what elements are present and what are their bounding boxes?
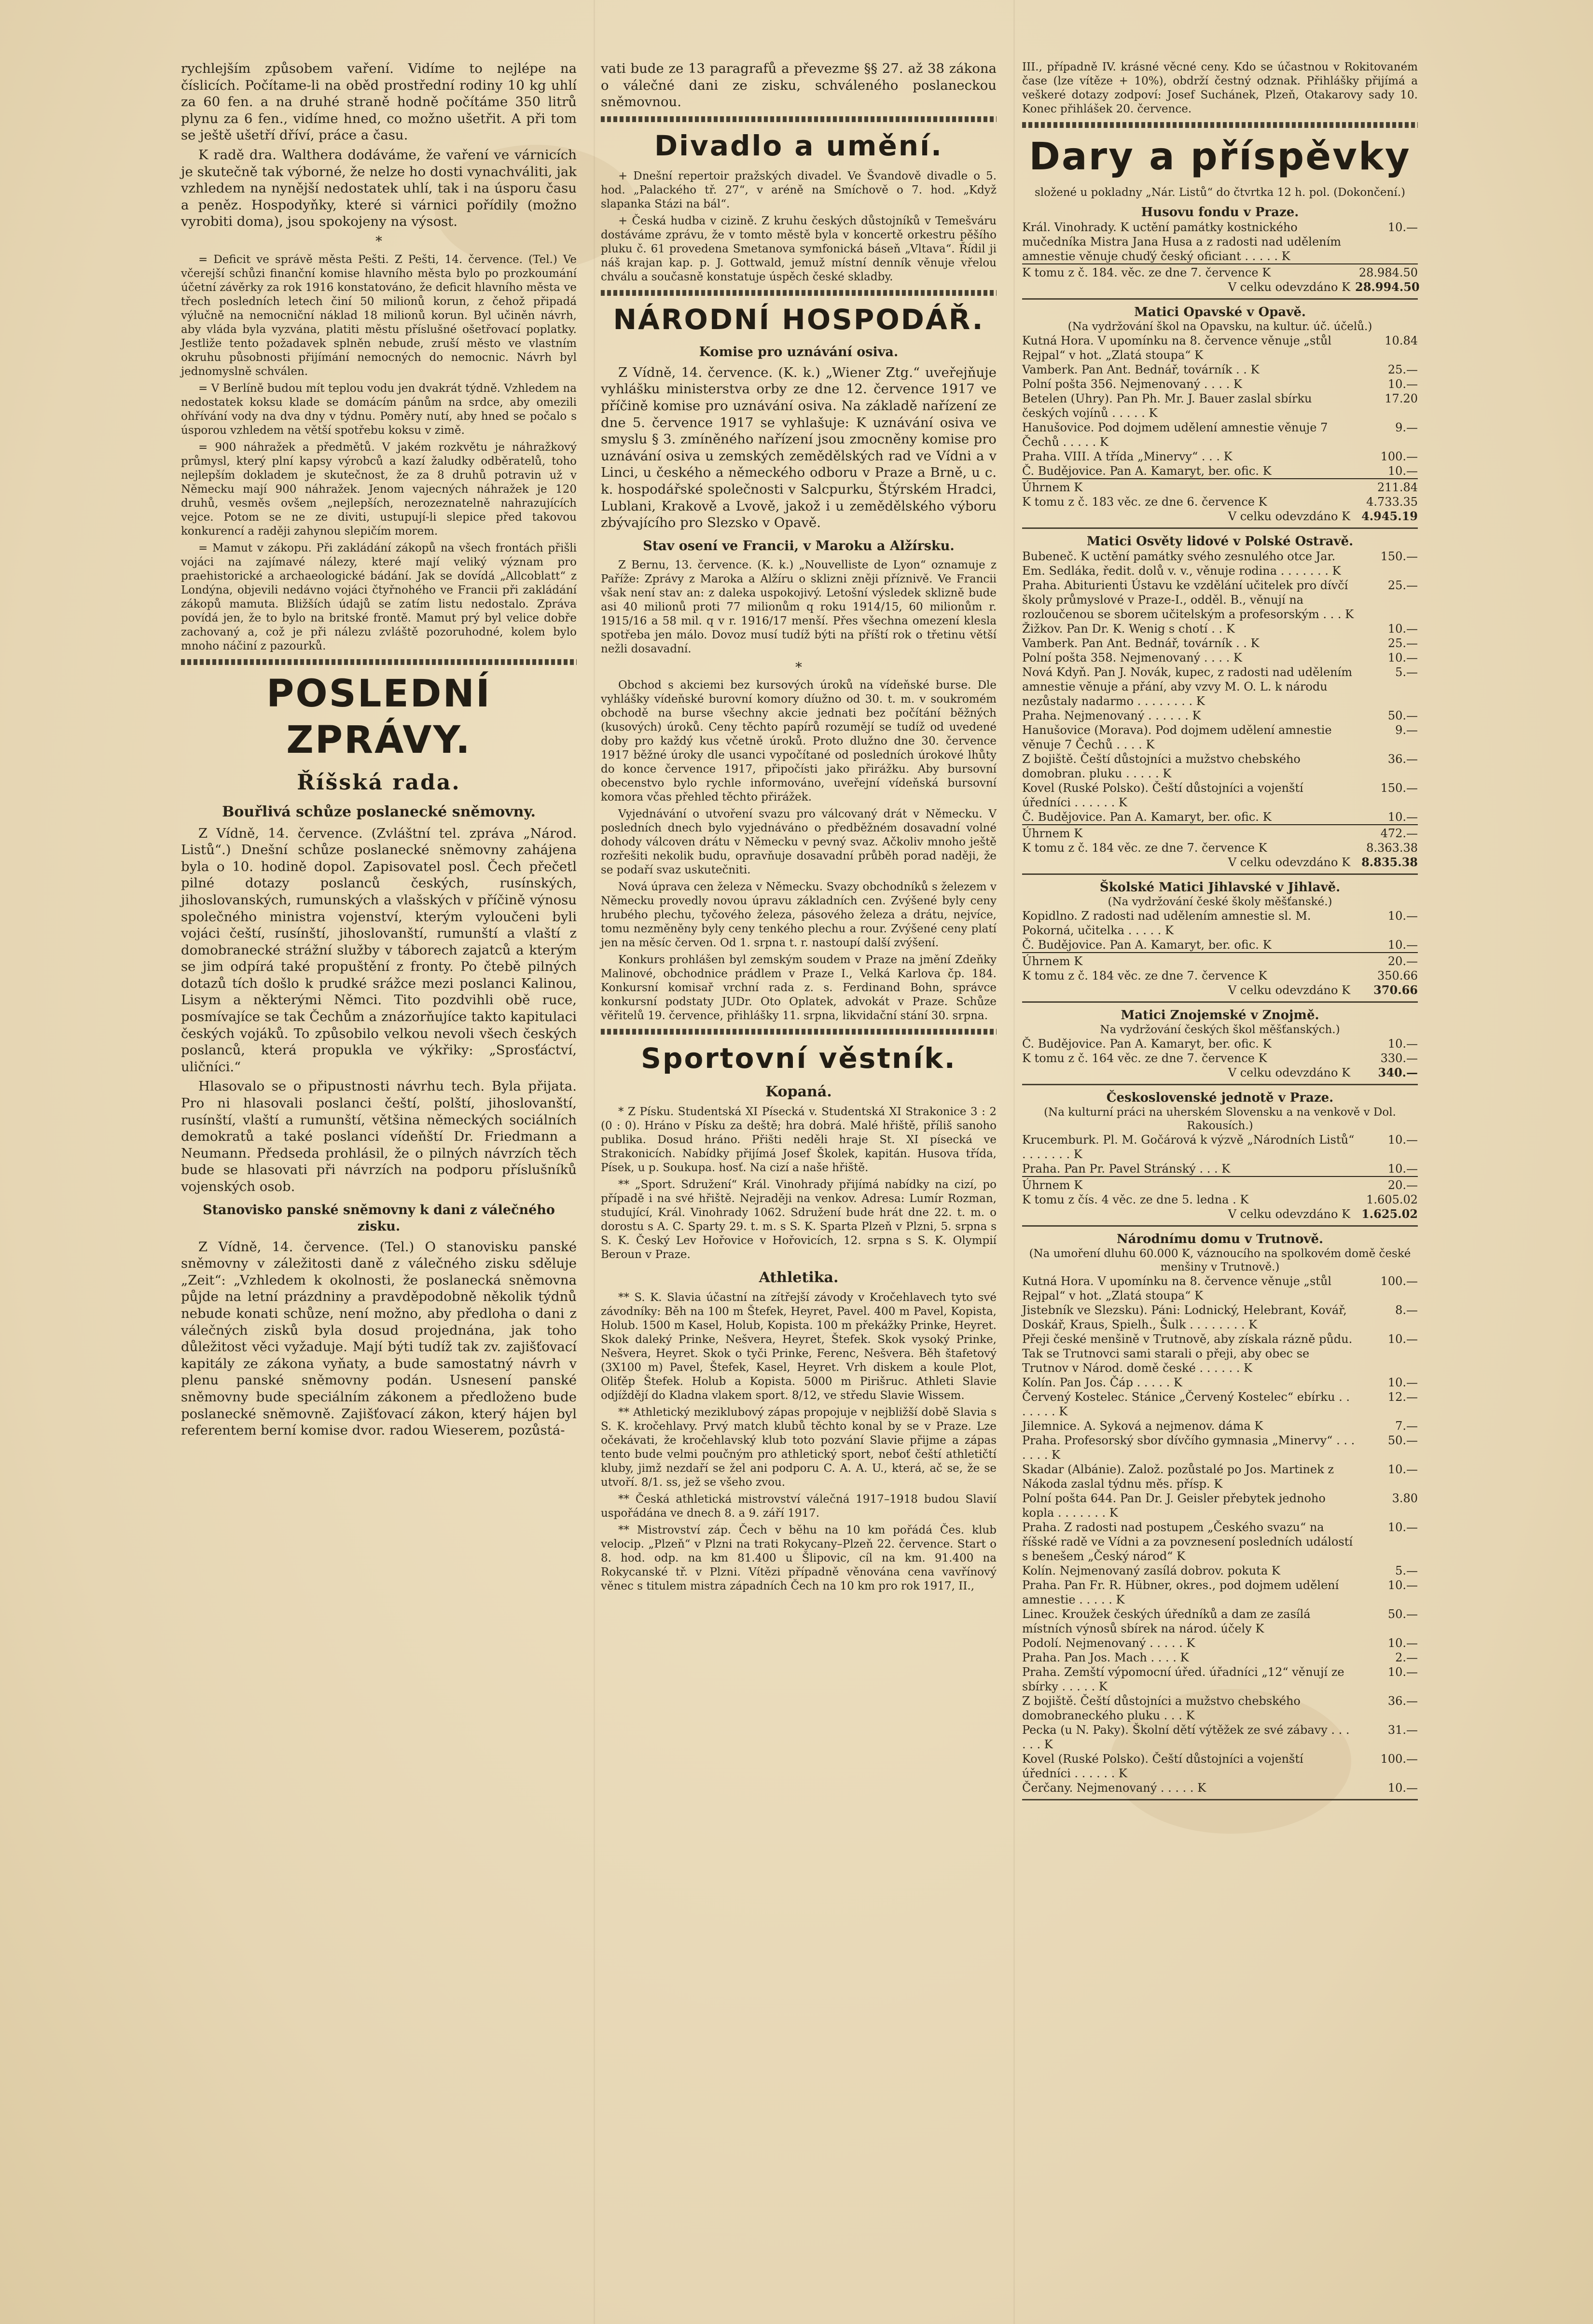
donation-text: Praha. Z radosti nad postupem „Českého svazu“ na říšské radě ve Vídni a za povznesení posledních událostí s benešem „Český národ“ K <box>1022 1521 1353 1563</box>
donation-row <box>1022 1650 1418 1665</box>
donation-section-title: Husovu fondu v Praze. <box>1141 205 1299 220</box>
donation-amount: 28.984.50 <box>1358 266 1418 279</box>
paper-crease <box>1013 0 1015 2324</box>
article-stanovisko: Z Vídně, 14. července. (Tel.) O stanovisku panské sněmovny v záležitosti daně z válečného zisku sděluje „Zeit“: „Vzhledem k okolnosti, že poslanecká sněmovna půjde na letní prázdniny a pravděpodobně několik týdnů nebude konati schůze, není možno, aby předloha o dani z válečných zisků byla dosud projednána, jak toho důležitost věci vyžaduje. Mají býti tudíž tak zv. zajišťovací kapitály ze zákona vyňaty, a bude samostatný návrh v plenu panské sněmovny podán. Usnesení panské sněmovny bude speciálním zákonem a předloženo bude poslanecké sněmovně. Zajišťovací zákon, který hájen byl referentem berní komise dvor. radou Wieserem, pozůstá- <box>181 1239 577 1439</box>
donation-text: K tomu z č. 184. věc. ze dne 7. července K <box>1022 266 1271 279</box>
donation-text: Vamberk. Pan Ant. Bednář, továrník . . K <box>1022 363 1260 376</box>
donation-row <box>1022 333 1418 362</box>
donation-section <box>1022 304 1418 529</box>
donation-total-row <box>1022 1207 1418 1221</box>
donation-amount: 10.— <box>1387 622 1418 636</box>
donation-row <box>1022 1491 1418 1520</box>
donation-section <box>1022 880 1418 1003</box>
donation-row <box>1022 1037 1418 1051</box>
donation-row <box>1022 1694 1418 1723</box>
donation-text: Č. Budějovice. Pan A. Kamaryt, ber. ofic. K <box>1022 1037 1272 1051</box>
donation-text: V celku odevzdáno K <box>1228 510 1350 523</box>
donation-text: Kolín. Nejmenovaný zasílá dobrov. pokuta K <box>1022 1564 1280 1577</box>
donation-amount: 1.625.02 <box>1361 1207 1418 1221</box>
donation-text: V celku odevzdáno K <box>1228 280 1350 294</box>
article-repertoir: + Dnešní repertoir pražských divadel. Ve Švandově divadle o 5. hod. „Palackého tř. 27“, v aréně na Smíchově o 7. hod. „Když slapanka Stázi na bál“. <box>601 169 997 210</box>
donation-amount: 31.— <box>1387 1723 1418 1737</box>
donation-row <box>1022 841 1418 855</box>
donation-row <box>1022 377 1418 391</box>
donation-section-title: Matici Opavské v Opavě. <box>1134 305 1306 319</box>
donation-amount: 350.66 <box>1377 969 1418 982</box>
section-rule <box>1022 298 1418 300</box>
donation-amount: 100.— <box>1380 1752 1418 1766</box>
donation-text: K tomu z č. 184 věc. ze dne 7. července K <box>1022 841 1267 855</box>
donation-amount: 25.— <box>1387 363 1418 376</box>
donation-row <box>1022 464 1418 478</box>
donation-text: Polní pošta 358. Nejmenovaný . . . . K <box>1022 651 1242 664</box>
donation-amount: 10.— <box>1387 909 1418 923</box>
donation-amount: 472.— <box>1380 827 1418 840</box>
section-rule <box>181 659 577 665</box>
article-vyjednavani: Vyjednávání o utvoření svazu pro válcovaný drát v Německu. V posledních dnech bylo vyjednáváno o předběžném dosavadní volné dohody válcoven drátu v Německu v pevný svaz. Ačkoliv mnoho ještě rozřešiti nekolik budu, opravňuje dosavadní průběh porad naději, že se podaří svaz uskutečniti. <box>601 808 997 877</box>
donation-amount: 10.— <box>1387 651 1418 664</box>
donation-amount: 28.994.50 <box>1355 280 1420 294</box>
donation-section-title: Národnímu domu v Trutnově. <box>1116 1232 1324 1246</box>
donation-row <box>1022 1176 1418 1192</box>
article-komise: Z Vídně, 14. července. (K. k.) „Wiener Ztg.“ uveřejňuje vyhlášku ministerstva orby ze dne 12. července 1917 ve příčině komise pro uznávání osiva. Na základě nařízení ze dne 5. července 1917 se vyhlašuje: K uznávání osiva ve smyslu § 3. zmíněného nařízení jsou zmocněny komise pro uznávání osiva u zemských zemědělských rad ve Vídni a v Linci, u českého a německého odboru v Praze a Brně, u c. k. hospodářské společnosti v Salcpurku, Štýrském Hradci, Lublani, Krakově a Lvově, jakož i u zemědělského výboru zbývajícího pro Slezsko v Opavě. <box>601 364 997 531</box>
donation-amount: 10.— <box>1387 1665 1418 1679</box>
donation-section-note: (Na umoření dluhu 60.000 K, váznoucího na spolkovém domě české menšiny v Trutnově.) <box>1029 1247 1411 1273</box>
donation-row <box>1022 1192 1418 1207</box>
donation-text: K tomu z č. 183 věc. ze dne 6. července K <box>1022 495 1267 509</box>
donation-amount: 10.— <box>1387 1636 1418 1650</box>
donation-row <box>1022 636 1418 650</box>
donation-text: Nová Kdyň. Pan J. Novák, kupec, z radosti nad udělením amnestie věnuje a přání, aby vzvy M. O. L. k národu nezůstaly nadarmo . . . . . . . . K <box>1022 665 1353 708</box>
section-rule <box>601 1029 997 1035</box>
column-2 <box>601 60 997 1596</box>
rubric-divadlo: Divadlo a umění. <box>654 129 943 162</box>
donation-text: Úhrnem K <box>1022 954 1083 968</box>
donation-row <box>1022 665 1418 708</box>
donation-amount: 50.— <box>1387 1607 1418 1621</box>
donation-row <box>1022 549 1418 578</box>
donation-row <box>1022 968 1418 983</box>
donation-text: Kolín. Pan Jos. Čáp . . . . . K <box>1022 1376 1182 1389</box>
donation-text: Praha. Nejmenovaný . . . . . . K <box>1022 709 1201 722</box>
article-pest-deficit: = Deficit ve správě města Pešti. Z Pešti, 14. července. (Tel.) Ve včerejší schůzi finanční komise hlavního města bylo po prozkoumání účetní závěrky za rok 1916 konstatováno, že deficit hlavního města ve třech posledních letech činí 50 milionů korun, z čehož připadá výlučně na nemocniční náklad 18 milionů korun. Byl učiněn návrh, aby vláda byla vyzvána, platiti městu příslušné ošetřovací poplatky. Jestliže tento požadavek splněn nebude, zruší město ve vlastním okruhu působnosti přijímání nemocných do nemocnic. Návrh byl jednomyslně schválen. <box>181 253 577 378</box>
donation-row <box>1022 495 1418 509</box>
donation-text: Praha. Pan Jos. Mach . . . . K <box>1022 1651 1189 1664</box>
donation-amount: 370.66 <box>1373 983 1418 997</box>
donation-text: Kopidlno. Z radosti nad udělením amnestie sl. M. Pokorná, učitelka . . . . . K <box>1022 909 1311 937</box>
donation-text: Úhrnem K <box>1022 1178 1083 1192</box>
donation-text: Žižkov. Pan Dr. K. Wenig s chotí . . K <box>1022 622 1235 636</box>
donation-sections <box>1022 205 1418 1800</box>
donation-text: Jilemnice. A. Syková a nejmenov. dáma K <box>1022 1419 1263 1433</box>
donation-row <box>1022 220 1418 263</box>
donation-amount: 10.— <box>1387 1781 1418 1795</box>
article-mistrovstvi: ** Česká athletická mistrovství válečná 1917–1918 budou Slavií uspořádána ve dnech 8. a 9. září 1917. <box>601 1493 997 1520</box>
donation-row <box>1022 1462 1418 1491</box>
donation-row <box>1022 752 1418 781</box>
donation-row <box>1022 1563 1418 1578</box>
donation-text: Praha. Zemští výpomocní úřed. úřadníci „12“ věnují ze sbírky . . . . . K <box>1022 1665 1344 1693</box>
donation-text: Z bojiště. Čeští důstojníci a mužstvo chebského domobran. pluku . . . . . K <box>1022 752 1301 780</box>
donation-text: Bubeneč. K uctění památky svého zesnulého otce Jar. Em. Sedláka, ředit. dolů v. v., věnuje rodina . . . . . . . K <box>1022 550 1341 578</box>
donation-row <box>1022 824 1418 841</box>
donation-section-title: Školské Matici Jihlavské v Jihlavě. <box>1099 880 1341 895</box>
article-900-substitutes: = 900 náhražek a předmětů. V jakém rozkvětu je náhražkový průmysl, který plní kapsy výrobců a kazí žaludky odběratelů, toho nejlepším dokladem je skutečnost, že za 8 druhů potravin už v Německu mají 900 náhražek. Jenom vajecných náhražek je 120 druhů, vesměs ovšem „nejlepších, nerozeznatelně nahrazujících vejce. Potom se ne ze diviti, ustupují-li slepice před takovou konkurencí a raději zahynou slepičím morem. <box>181 441 577 538</box>
donation-row <box>1022 810 1418 824</box>
donation-row <box>1022 1578 1418 1607</box>
article-cont: III., případně IV. krásné věcné ceny. Kdo se účastnou v Rokitovaném čase (lze vítěze + 10%), obdrží čestný odznak. Přihlášky přijímá a veškeré dotazy zodpoví: Josef Suchánek, Plzeň, Otakarovy sady 10. Konec přihlášek 20. července. <box>1022 61 1418 115</box>
donation-text: Polní pošta 356. Nejmenovaný . . . . K <box>1022 377 1242 391</box>
donation-text: Král. Vinohrady. K uctění památky kostnického mučedníka Mistra Jana Husa a z radosti nad udělením amnestie věnuje chuďý český oficiant . . . . . K <box>1022 221 1342 263</box>
donation-amount: 4.733.35 <box>1366 495 1418 509</box>
donation-text: Č. Budějovice. Pan A. Kamaryt, ber. ofic. K <box>1022 938 1272 952</box>
donation-text: V celku odevzdáno K <box>1228 1207 1350 1221</box>
donation-text: Úhrnem K <box>1022 827 1083 840</box>
article-intro-cont: rychlejším způsobem vaření. Vidíme to nejlépe na číslicích. Počítame-li na oběd prostřední rodiny 10 kg uhlí za 60 fen. a na druhé straně hodně počítáme 350 litrů plynu za 6 fen., vidíme hned, co možno ušetřit. A při tom se ještě ušetří dříví, práce a času. <box>181 61 577 143</box>
donation-amount: 8.835.38 <box>1361 855 1418 869</box>
donation-amount: 20.— <box>1387 954 1418 968</box>
donation-text: K tomu z č. 184 věc. ze dne 7. července K <box>1022 969 1267 982</box>
donation-text: Kovel (Ruské Polsko). Čeští důstojníci a vojenští úředníci . . . . . . K <box>1022 1752 1303 1780</box>
donation-text: Podolí. Nejmenovaný . . . . . K <box>1022 1636 1195 1650</box>
article-uprava-cen: Nová úprava cen železa v Německu. Svazy obchodníků s železem v Německu provedly novou úpravu základních cen. Zvýšené byly ceny hrubého plechu, tyčového železa, pásového železa a drátu, nejvíce, tomu nezměněny byly ceny tenkého plechu a rour. Zvýšené ceny platí jen na měsíc červen. Od 1. srpna t. r. nastoupí další zvýšení. <box>601 881 997 950</box>
donation-row <box>1022 1274 1418 1303</box>
donation-amount: 25.— <box>1387 636 1418 650</box>
section-rule <box>601 290 997 296</box>
donation-text: Praha. Abiturienti Ústavu ke vzdělání učitelek pro dívčí školy průmyslové v Praze-I., odděl. B., věnují na rozloučenou se sborem učitelským a profesorským . . . K <box>1022 579 1354 621</box>
donation-amount: 10.— <box>1387 1463 1418 1476</box>
donation-amount: 10.— <box>1387 1376 1418 1389</box>
section-rule <box>1022 122 1418 128</box>
donation-row <box>1022 1375 1418 1390</box>
donation-amount: 36.— <box>1387 752 1418 766</box>
article-obchod-akcie: Obchod s akciemi bez kursových úroků na vídeňské burse. Dle vyhlášky vídeňské burovní komory díužno od 30. t. m. v soukromém obchodě na burse všechny akcie jednati bez počítání běžných (kusových) úroků. Ceny těchto papírů rozumějí se tudíž od uvedené doby pro každý kus včetně úroků. Proto dlužno dne 30. července 1917 běžné úroky dle usanci vypočítané od posledních úrokové lhůty do konce července 1917, připočísti jako přirážku. Aby bursovní obecenstvo bylo rychle informováno, uveřejní vídeňská bursovní komora včas přehled těchto přirážek. <box>601 679 997 804</box>
donation-text: V celku odevzdáno K <box>1228 1066 1350 1079</box>
donation-row <box>1022 1162 1418 1176</box>
donation-section <box>1022 534 1418 875</box>
rubric-posledni-zpravy: POSLEDNÍ ZPRÁVY. <box>266 672 491 762</box>
donation-amount: 10.— <box>1387 1332 1418 1346</box>
donation-amount: 10.— <box>1387 1133 1418 1147</box>
donation-amount: 100.— <box>1380 450 1418 463</box>
donation-text: Kovel (Ruské Polsko). Čeští důstojníci a vojenští úředníci . . . . . . K <box>1022 781 1303 809</box>
donation-amount: 5.— <box>1395 1564 1418 1577</box>
section-rule <box>601 116 997 122</box>
donation-row <box>1022 708 1418 723</box>
donation-text: Č. Budějovice. Pan A. Kamaryt, ber. ofic. K <box>1022 464 1272 478</box>
rubric-dary-prispevky: Dary a příspěvky <box>1029 135 1411 179</box>
donation-row <box>1022 362 1418 377</box>
headline-kopana: Kopaná. <box>765 1083 832 1101</box>
donation-text: Kutná Hora. V upomínku na 8. července věnuje „stůl Rejpal“ v hot. „Zlatá stoupa“ K <box>1022 334 1332 362</box>
donation-amount: 330.— <box>1380 1051 1418 1065</box>
donation-row <box>1022 938 1418 952</box>
donation-amount: 50.— <box>1387 709 1418 722</box>
donation-row <box>1022 1520 1418 1563</box>
donation-row <box>1022 263 1418 280</box>
separator-star: * <box>375 233 382 249</box>
article-stav-oseni: Z Bernu, 13. července. (K. k.) „Nouvelliste de Lyon“ oznamuje z Paříže: Zprávy z Maroka a Alžíru o sklizni zněji příznivě. Ve Francii však není stav an: z daleka uspokojivý. Letošní výsledek sklizně bude asi 40 milionů proti 77 milionům q roku 1914/15, 60 milionům r. 1915/16 a 58 mil. q v r. 1916/17 menší. Přes všechna omezení klesla spotřeba jen málo. Dovoz musí tudíž býti na příští rok o třetinu větší nežli dosavadní. <box>601 558 997 655</box>
donation-row <box>1022 650 1418 665</box>
headline-komise: Komise pro uznávání osiva. <box>699 344 899 360</box>
donation-section <box>1022 205 1418 300</box>
donation-text: Hanušovice. Pod dojmem udělení amnestie věnuje 7 Čechů . . . . . K <box>1022 421 1328 449</box>
donation-section <box>1022 1231 1418 1800</box>
donation-row <box>1022 1051 1418 1065</box>
donation-amount: 5.— <box>1395 665 1418 679</box>
donation-amount: 20.— <box>1387 1178 1418 1192</box>
donation-row <box>1022 1781 1418 1795</box>
donation-row <box>1022 1133 1418 1162</box>
headline-stanovisko: Stanovisko panské sněmovny k dani z válečného zisku. <box>203 1202 555 1234</box>
donation-total-row <box>1022 855 1418 870</box>
donation-row <box>1022 723 1418 752</box>
article-berlin-water: = V Berlíně budou mít teplou vodu jen dvakrát týdně. Vzhledem na nedostatek koksu klade se domácím pánům na srdce, aby omezili ohřívání vody na dva dny v týdnu. Poměry nutí, aby hned se počalo s úsporou vzhledem na větší spotřebu koksu v zimě. <box>181 382 577 437</box>
donation-row <box>1022 781 1418 810</box>
donation-section-note: Na vydržování českých škol měšťanských.) <box>1100 1024 1340 1036</box>
donation-amount: 1.605.02 <box>1366 1193 1418 1206</box>
section-rule <box>1022 1084 1418 1085</box>
donation-text: Č. Budějovice. Pan A. Kamaryt, ber. ofic. K <box>1022 810 1272 824</box>
donation-amount: 150.— <box>1380 550 1418 563</box>
donation-amount: 8.— <box>1395 1303 1418 1317</box>
donation-row <box>1022 1390 1418 1419</box>
donation-text: Betelen (Uhry). Pan Ph. Mr. J. Bauer zaslal sbírku českých vojínů . . . . . K <box>1022 392 1312 420</box>
donation-row <box>1022 391 1418 420</box>
rubric-narodni-hospodar: NÁRODNÍ HOSPODÁŘ. <box>613 303 984 336</box>
donation-amount: 10.— <box>1387 377 1418 391</box>
article-ceska-hudba: + Česká hudba v cizině. Z kruhu českých důstojníků v Temešváru dostáváme zprávu, že v tomto městě byla v koncertě orkestru pěšího pluku č. 61 provedena Smetanova symfonická báseň „Vltava“. Řídil ji náš krajan kap. p. J. Gottwald, jemuž místní denník věnuje vřelou chválu a současně konstatuje úspěch české skladby. <box>601 214 997 283</box>
donation-text: Polní pošta 644. Pan Dr. J. Geisler přebytek jednoho kopla . . . . . . . K <box>1022 1492 1326 1520</box>
separator-star: * <box>795 659 802 675</box>
donation-amount: 150.— <box>1380 781 1418 795</box>
section-rule <box>1022 1001 1418 1003</box>
donation-amount: 10.— <box>1387 1162 1418 1176</box>
donation-text: Vamberk. Pan Ant. Bednář, továrník . . K <box>1022 636 1260 650</box>
donation-total-row <box>1022 509 1418 524</box>
article-pisek: * Z Písku. Studentská XI Písecká v. Studentská XI Strakonice 3 : 2 (0 : 0). Hráno v Písku za deště; hra dobrá. Malé hřiště, příliš sanoho publika. Dosud hráno. Přišti neděli hraje St. XI písecká ve Strakonicích. Nabídky přijímá Josef Školek, kapitán. Husova třída, Písek, u p. Soukupa. hosť. Na cizí a naše hřiště. <box>601 1106 997 1175</box>
donation-text: Úhrnem K <box>1022 481 1083 494</box>
donation-row <box>1022 1636 1418 1650</box>
donation-amount: 50.— <box>1387 1434 1418 1447</box>
donation-text: V celku odevzdáno K <box>1228 856 1350 869</box>
donation-total-row <box>1022 280 1418 294</box>
donation-section-title: Matici Znojemské v Znojmě. <box>1121 1008 1319 1023</box>
donation-amount: 9.— <box>1395 723 1418 737</box>
rubric-sportovni-vestnik: Sportovní věstník. <box>641 1042 956 1075</box>
paper-crease <box>594 0 595 2324</box>
donation-text: Praha. Pan Fr. R. Hübner, okres., pod dojmem udělení amnestie . . . . . K <box>1022 1578 1339 1606</box>
donation-row <box>1022 952 1418 968</box>
donation-row <box>1022 622 1418 636</box>
donation-amount: 25.— <box>1387 579 1418 592</box>
donation-amount: 10.— <box>1387 810 1418 824</box>
donation-section-title: Československé jednotě v Praze. <box>1106 1091 1334 1105</box>
donation-amount: 9.— <box>1395 421 1418 434</box>
donation-text: K tomu z č. 164 věc. ze dne 7. července K <box>1022 1051 1267 1065</box>
donation-amount: 36.— <box>1387 1694 1418 1708</box>
donation-amount: 12.— <box>1387 1390 1418 1404</box>
donation-amount: 10.— <box>1387 221 1418 234</box>
donation-text: Jistebník ve Slezsku). Páni: Lodnický, Helebrant, Kovář, Doskář, Kraus, Spielh., Šulk . . . . . . . . K <box>1022 1303 1347 1331</box>
rubric-risska-rada: Říšská rada. <box>297 770 461 795</box>
article-mammoth: = Mamut v zákopu. Při zakládání zákopů na všech frontách přišli vojáci na zajímavé nálezy, které mají veliký význam pro praehistorické a archaeologické bádání. Jak se dovídá „Allcoblatt“ z Londýna, objevili nedávno vojáci čtyřnohého ve Francii při zakládání zákopů mamuta. Bližších údajů se zatím listu nedostalo. Zpráva povídá jen, že to bylo na britské frontě. Mamut prý byl velice dobře zachovaný a, což je při nálezu zvláště pozoruhodné, kolem bylo mnoho náčiní z pazourků. <box>181 541 577 652</box>
article-sdruzeni: ** „Sport. Sdružení“ Král. Vinohrady přijímá nabídky na cizí, po případě i na své hřiště. Nejraději na venkov. Adresa: Lumír Rozman, studující, Král. Vinohrady 1062. Sdružení bude hrát dne 22. t. m. o dorostu s A. C. Sparty 29. t. m. s S. K. Sparta Plzeň v Plzni, 5. srpna s S. K. Český Lev Hořovice v Hořovicích, 12. srpna s S. K. Olympií Beroun v Praze. <box>601 1178 997 1261</box>
donation-row <box>1022 1752 1418 1781</box>
article-cont: vati bude ze 13 paragrafů a převezme §§ 27. až 38 zákona o válečné dani ze zisku, schváleného poslaneckou sněmovnou. <box>601 61 997 110</box>
donation-row <box>1022 420 1418 449</box>
article-walther: K radě dra. Walthera dodáváme, že vaření ve várnicích je skutečně tak výborné, že nelze ho dosti vynachváliti, jak vzhledem na nynější nedostatek uhlí, tak i na úsporu času a peněz. Hospodyňky, které si várnici pořídily (možno vyrobiti doma), jsou spokojeny na výsost. <box>181 147 577 230</box>
donation-row <box>1022 578 1418 622</box>
donation-row <box>1022 1665 1418 1694</box>
article-parliament-2: Hlasovalo se o připustnosti návrhu tech. Byla přijata. Pro ni hlasovali poslanci čeští, polští, jihoslovanští, rusínští, vlaští a rumunští, většina německých sociálních demokratů a také poslanci vídeňští Dr. Friedmann a Neumann. Předseda prohlásil, že o pilných návrzích těch bude se hlasovati při návrzích na podporu příslušníků vojenských osob. <box>181 1079 577 1194</box>
article-plzen: ** Mistrovství záp. Čech v běhu na 10 km pořádá Čes. klub velocip. „Plzeň“ v Plzni na trati Rokycany–Plzeň 22. července. Start o 8. hod. odp. na km 81.400 u Šlipovic, cíl na km. 91.400 na Rokycanské tř. v Plzni. Vítězi případně věnována cena vavřínový věnec s titulem mistra západních Čech na 10 km pro rok 1917, II., <box>601 1524 997 1593</box>
section-rule <box>1022 527 1418 529</box>
headline-stav-oseni: Stav osení ve Francii, v Maroku a Alžírsku. <box>643 538 955 553</box>
donation-row <box>1022 449 1418 464</box>
donation-text: Z bojiště. Čeští důstojníci a mužstvo chebského domobraneckého pluku . . . K <box>1022 1694 1301 1722</box>
donation-amount: 10.— <box>1387 1521 1418 1534</box>
donation-amount: 3.80 <box>1392 1492 1418 1505</box>
donation-text: Linec. Kroužek českých úředníků a dam ze zasílá místních výnosů sbírek na národ. účely K <box>1022 1607 1311 1635</box>
donation-text: Krucemburk. Pl. M. Gočárová k výzvě „Národních Listů“ . . . . . . . K <box>1022 1133 1355 1161</box>
donation-amount: 7.— <box>1395 1419 1418 1433</box>
donation-amount: 10.— <box>1387 1037 1418 1051</box>
donation-row <box>1022 1607 1418 1636</box>
section-rule <box>1022 873 1418 875</box>
donation-amount: 17.20 <box>1385 392 1418 405</box>
donation-text: Kutná Hora. V upomínku na 8. července věnuje „stůl Rejpal“ v hot. „Zlatá stoupa“ K <box>1022 1274 1332 1302</box>
donation-row <box>1022 1419 1418 1433</box>
donation-section-note: (Na kulturní práci na uherském Slovensku a na venkově v Dol. Rakousích.) <box>1044 1106 1396 1132</box>
donation-text: V celku odevzdáno K <box>1228 983 1350 997</box>
donation-row <box>1022 1723 1418 1752</box>
donation-text: Hanušovice (Morava). Pod dojmem udělení amnestie věnuje 7 Čechů . . . . K <box>1022 723 1332 751</box>
donation-amount: 100.— <box>1380 1274 1418 1288</box>
donation-text: Pecka (u N. Paky). Školní dětí výtěžek ze své zábavy . . . . . . K <box>1022 1723 1350 1751</box>
donation-text: Červený Kostelec. Stánice „Červený Kostelec“ ebírku . . . . . . . K <box>1022 1390 1350 1418</box>
donation-section <box>1022 1090 1418 1227</box>
donations-intro: složené u pokladny „Nár. Listů“ do čtvrtka 12 h. pol. (Dokončení.) <box>1035 186 1405 199</box>
donation-text: Čerčany. Nejmenovaný . . . . . K <box>1022 1781 1206 1795</box>
donation-amount: 4.945.19 <box>1361 509 1418 523</box>
donation-amount: 10.— <box>1387 1578 1418 1592</box>
donation-amount: 10.— <box>1387 464 1418 478</box>
headline-bourliva-schuze: Bouřlivá schůze poslanecké sněmovny. <box>222 803 536 820</box>
donation-amount: 10.84 <box>1385 334 1418 347</box>
donation-row <box>1022 1332 1418 1375</box>
article-konkurs: Konkurs prohlášen byl zemským soudem v Praze na jmění Zdeňky Malinové, obchodnice prádlem v Praze I., Velká Karlova čp. 184. Konkursní komisař vrchní rada z. s. Ferdinand Bohn, správce konkursní podstaty JUDr. Oto Oplatek, advokát v Praze. Schůze věřitelů 19. července, přihlášky 11. srpna, likvidační stání 30. srpna. <box>601 954 997 1023</box>
donation-amount: 2.— <box>1395 1651 1418 1664</box>
donation-section-title: Matici Osvěty lidové v Polské Ostravě. <box>1086 534 1354 549</box>
donation-row <box>1022 478 1418 495</box>
donation-text: Praha. Pan Pr. Pavel Stránský . . . K <box>1022 1162 1231 1176</box>
donation-section-note: (Na vydržování české školy měšťanské.) <box>1108 896 1332 908</box>
donation-text: Přeji české menšině v Trutnově, aby získala rázně půdu. Tak se Trutnovci sami starali o přeji, aby obec se Trutnov v Národ. domě české . . . . . . K <box>1022 1332 1353 1375</box>
donation-amount: 340.— <box>1378 1065 1418 1079</box>
section-rule <box>1022 1225 1418 1227</box>
donation-text: Skadar (Albánie). Založ. pozůstalé po Jos. Martinek z Nákoda zaslal týdnu měs. přísp. K <box>1022 1463 1334 1491</box>
donation-total-row <box>1022 1065 1418 1080</box>
donation-total-row <box>1022 983 1418 997</box>
donation-row <box>1022 1303 1418 1332</box>
article-slavia: ** S. K. Slavia účastní na zítřejší závody v Kročehlavech tyto své závodníky: Běh na 100 m Štefek, Heyret, Pavel. 400 m Pavel, Kopista, Holub. 1500 m Kasel, Holub, Kopista. 100 m překážky Prinke, Heyret. Skok daleký Prinke, Nešvera, Heyret, Štefek. Skok vysoký Prinke, Nešvera, Heyret. Skok o tyči Prinke, Ferenc, Nešvera. Běh štafetový (3X100 m) Pavel, Štefek, Kasel, Heyret. Vrh diskem a koule Plot, Oliťěp Štefek. Holub a Kopista. 5000 m Pirišruc. Athleti Slavie odjíždějí do Kladna vlakem sport. 8/12, ve středu Slavie Wissem. <box>601 1291 997 1402</box>
section-rule <box>1022 1799 1418 1800</box>
donation-amount: 8.363.38 <box>1366 841 1418 855</box>
donation-amount: 211.84 <box>1377 481 1418 494</box>
donation-section-note: (Na vydržování škol na Opavsku, na kultur. úč. účelů.) <box>1067 320 1372 333</box>
donation-row <box>1022 909 1418 938</box>
donation-text: Praha. Profesorský sbor dívčího gymnasia „Minervy“ . . . . . . . K <box>1022 1434 1355 1462</box>
column-3 <box>1022 60 1418 1804</box>
donation-section <box>1022 1008 1418 1085</box>
headline-athletika: Athletika. <box>759 1269 839 1286</box>
donation-text: K tomu z čís. 4 věc. ze dne 5. ledna . K <box>1022 1193 1249 1206</box>
donation-text: Praha. VIII. A třída „Minervy“ . . . K <box>1022 450 1233 463</box>
donation-row <box>1022 1433 1418 1462</box>
article-parliament-1: Z Vídně, 14. července. (Zvláštní tel. zpráva „Národ. Listů“.) Dnešní schůze poslanecké sněmovny zahájena byla o 10. hodině dopol. Zapisovatel posl. Čech přečetl pilné dotazy poslanců českých, rusínských, jihoslovanských, rumunských a vlašských v příčině výnosu společného ministra vojenství, kterým vyloučeni byli vojáci čeští, rusínští, jihoslovanští, rumunští a vlaští z domobranecké strážní služby v táborech zajatců a kterým se jim odpírá také propuštění z fronty. Po čtebě pilných dotazů tích došlo k prudké srážce mezi poslanci Kalinou, Lisym a některými Němci. Tito pozdvihli obě ruce, posmívajíce se tak Čechům a znázorňujíce takto kapitulaci českých vojáků. To způsobilo velkou nevoli všech českých poslanců, která propukla ve výkřiky: „Sprosťáctví, uličníci.“ <box>181 825 577 1075</box>
article-meziklubovy: ** Athletický meziklubový zápas propojuje v nejbližší době Slavia s S. K. kročehlavy. Prvý match klubů těchto konal by se v Praze. Lze očekávati, že kročehlavský klub toto pozvání Slavie přijme a zápas tento bude velmi poučným pro athletický sport, neboť čeští athletičtí kluby, jimž nezdaří se žel ani podporu C. A. A. U., která, ač se, že se utvoří. 8/1. ss, jež se všeho zvou. <box>601 1406 997 1489</box>
column-1 <box>181 60 577 1442</box>
donation-amount: 10.— <box>1387 938 1418 952</box>
